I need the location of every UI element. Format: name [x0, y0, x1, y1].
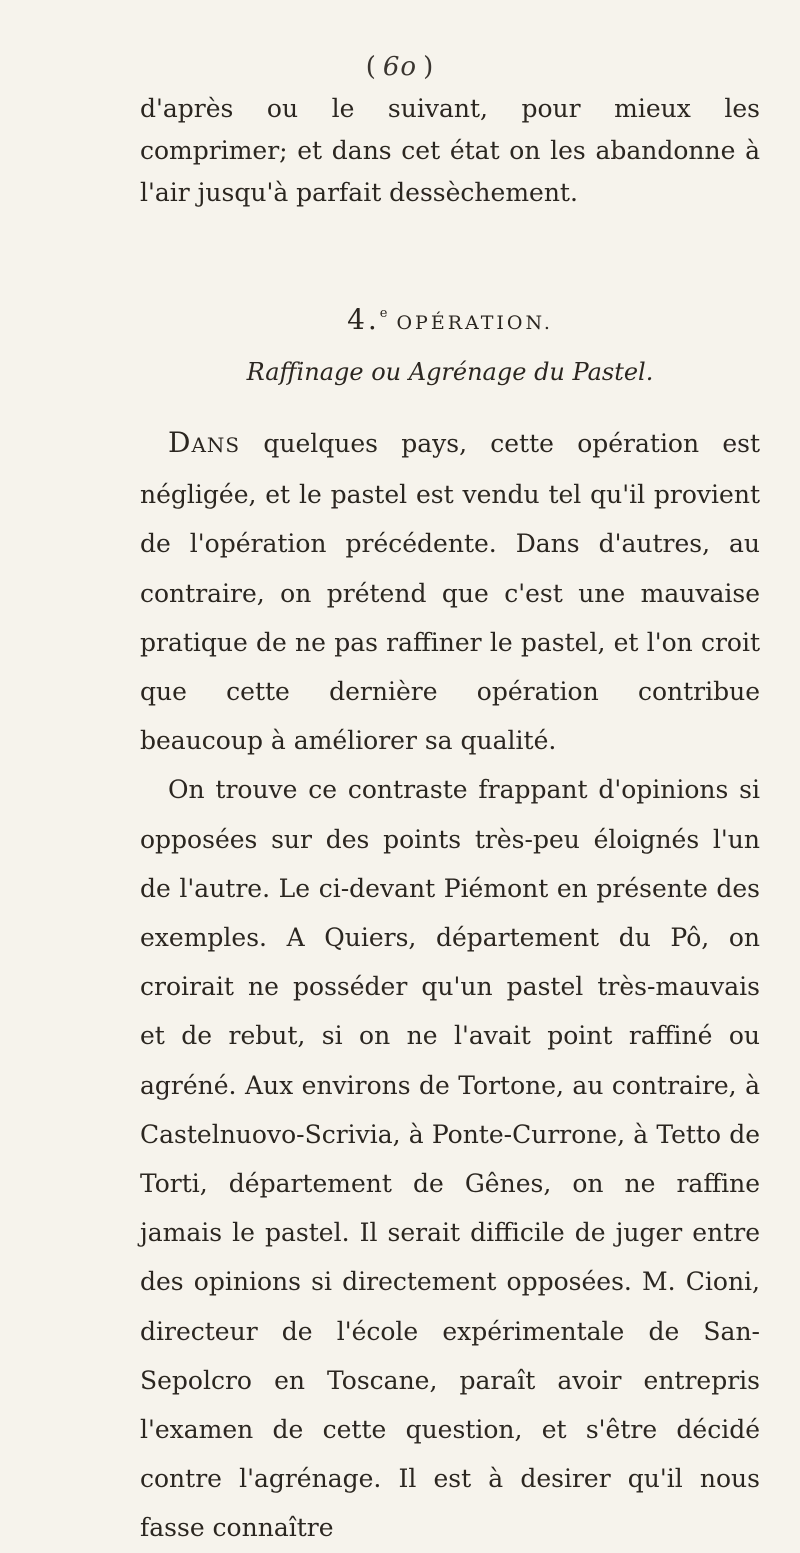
page-number-open-paren: (: [365, 52, 377, 82]
section-subtitle: Raffinage ou Agrénage du Pastel.: [246, 358, 654, 386]
body-text: [140, 418, 760, 1553]
section-title: OPÉRATION.: [396, 312, 553, 334]
section-number: 4.: [347, 303, 380, 336]
lead-small-caps: ANS: [191, 433, 241, 457]
paragraph-2: On trouve ce contraste frappant d'opinions si opposées sur des points très-peu éloignés l'un de l'autre. Le ci-devant Piémont en présente des exemples. A Quiers, département du Pô, on croirait ne posséder qu'un pastel très-mauvais et de rebut, si on ne l'avait point raffiné ou agréné. Aux environs de Tortone, au contraire, à Castelnuovo-Scrivia, à Ponte-Currone, à Tetto de Torti, département de Gênes, on ne raffine jamais le pastel. Il serait difficile de juger entre des opinions si directement opposées. M. Cioni, directeur de l'école expérimentale de San-Sepolcro en Toscane, paraît avoir entrepris l'examen de cette question, et s'être décidé contre l'agrénage. Il est à desirer qu'il nous fasse connaître: [140, 775, 760, 1543]
continued-paragraph: d'après ou le suivant, pour mieux les comprimer; et dans cet état on les abandonne à l'air jusqu'à parfait dessèchement.: [140, 94, 760, 207]
lead-word: [168, 426, 240, 459]
paragraph-1-text: quelques pays, cette opération est négligée, et le pastel est vendu tel qu'il provient de l'opération précédente. Dans d'autres, au contraire, on prétend que c'est une mauvaise pratique de ne pas raffiner le pastel, et l'on croit que cette dernière opération contribue beaucoup à améliorer sa qualité.: [140, 429, 760, 756]
section-heading: [140, 303, 760, 336]
page-number: [0, 52, 800, 82]
page-number-close-paren: ): [423, 52, 435, 82]
section-number-superscript: e: [379, 306, 391, 321]
page-number-value: 6o: [382, 52, 418, 82]
paragraph-1: [140, 418, 760, 765]
lead-initial: D: [168, 426, 192, 459]
